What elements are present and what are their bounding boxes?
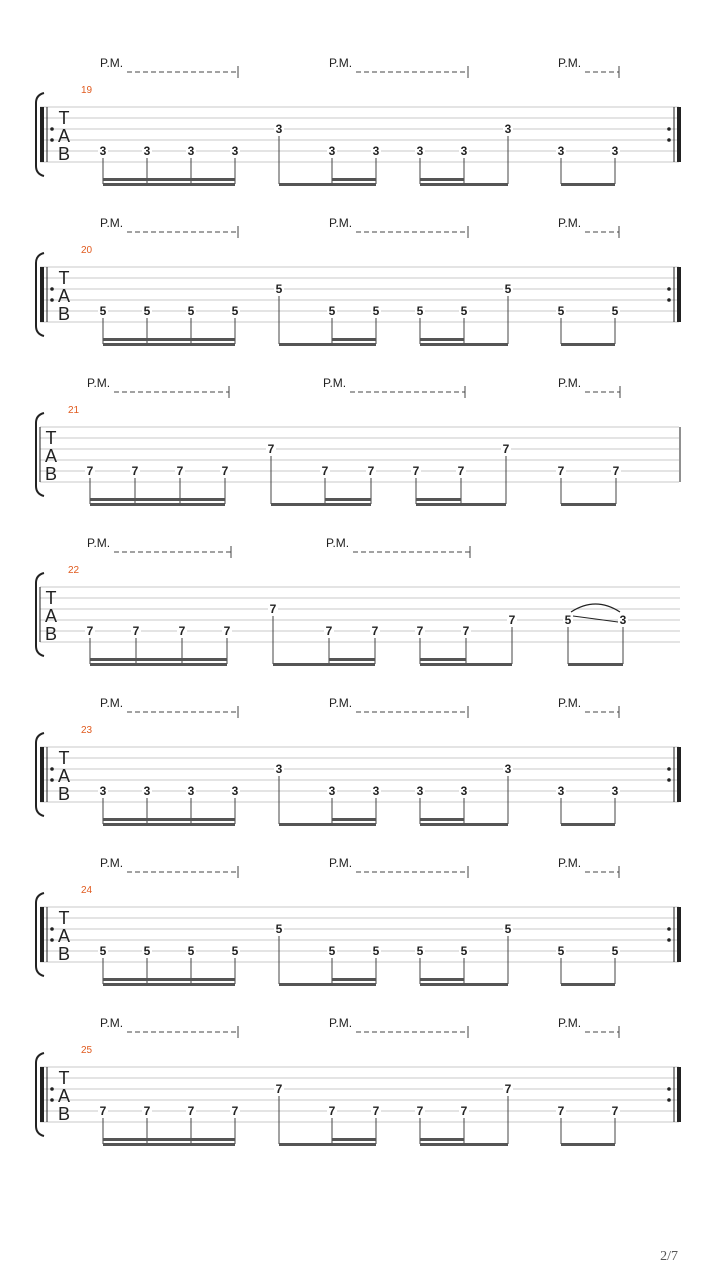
fret-number: 5 bbox=[504, 282, 512, 296]
beam-secondary bbox=[420, 1138, 464, 1141]
palm-mute-label: P.M. bbox=[558, 56, 582, 70]
fret-number: 7 bbox=[86, 464, 94, 478]
fret-number: 7 bbox=[416, 1104, 424, 1118]
measure-number: 25 bbox=[81, 1045, 93, 1056]
fret-number: 5 bbox=[187, 304, 195, 318]
tab-clef-letter: T bbox=[58, 748, 70, 768]
fret-number: 7 bbox=[321, 464, 329, 478]
tab-system bbox=[36, 1016, 681, 1146]
fret-number: 5 bbox=[187, 944, 195, 958]
fret-number: 3 bbox=[275, 762, 283, 776]
beam bbox=[103, 343, 235, 346]
beam bbox=[90, 503, 225, 506]
fret-number: 5 bbox=[328, 304, 336, 318]
fret-number: 5 bbox=[99, 944, 107, 958]
beam bbox=[561, 823, 615, 826]
measure-number: 21 bbox=[68, 405, 80, 416]
fret-number: 3 bbox=[143, 144, 151, 158]
beam-secondary bbox=[90, 658, 227, 661]
fret-number: 7 bbox=[611, 1104, 619, 1118]
fret-number: 7 bbox=[557, 464, 565, 478]
beam-secondary bbox=[329, 658, 375, 661]
fret-number: 5 bbox=[416, 944, 424, 958]
repeat-end-thick-bar bbox=[677, 1067, 681, 1122]
fret-number: 5 bbox=[372, 304, 380, 318]
palm-mute-label: P.M. bbox=[558, 696, 582, 710]
palm-mute-label: P.M. bbox=[100, 1016, 124, 1030]
fret-number: 5 bbox=[504, 922, 512, 936]
tab-clef-letter: T bbox=[58, 108, 70, 128]
fret-number: 7 bbox=[416, 624, 424, 638]
beam-secondary bbox=[103, 338, 235, 341]
repeat-dot bbox=[50, 1087, 54, 1091]
fret-number: 3 bbox=[416, 144, 424, 158]
tab-system bbox=[36, 856, 681, 986]
palm-mute-label: P.M. bbox=[87, 376, 111, 390]
fret-number: 5 bbox=[460, 304, 468, 318]
beam bbox=[420, 1143, 508, 1146]
fret-number: 7 bbox=[269, 602, 277, 616]
repeat-dot bbox=[50, 298, 54, 302]
fret-number: 5 bbox=[460, 944, 468, 958]
tab-clef-letter: B bbox=[57, 144, 71, 164]
beam bbox=[420, 343, 508, 346]
repeat-dot bbox=[667, 287, 671, 291]
palm-mute-label: P.M. bbox=[329, 856, 353, 870]
fret-number: 5 bbox=[275, 282, 283, 296]
fret-number: 5 bbox=[557, 944, 565, 958]
repeat-dot bbox=[667, 1087, 671, 1091]
tab-clef-letter: A bbox=[57, 286, 71, 306]
fret-number: 3 bbox=[328, 144, 336, 158]
tab-system bbox=[36, 56, 681, 186]
fret-number: 3 bbox=[557, 784, 565, 798]
repeat-end-thick-bar bbox=[677, 907, 681, 962]
beam-secondary bbox=[420, 338, 464, 341]
tab-system bbox=[36, 216, 681, 346]
fret-number: 5 bbox=[275, 922, 283, 936]
fret-number: 3 bbox=[231, 144, 239, 158]
palm-mute-label: P.M. bbox=[329, 216, 353, 230]
tab-clef-letter: A bbox=[57, 926, 71, 946]
repeat-start-thick-bar bbox=[40, 747, 44, 802]
fret-number: 3 bbox=[275, 122, 283, 136]
tab-clef-letter: T bbox=[58, 1068, 70, 1088]
repeat-dot bbox=[667, 767, 671, 771]
tab-clef-letter: A bbox=[57, 1086, 71, 1106]
tab-clef-letter: T bbox=[58, 908, 70, 928]
beam bbox=[420, 183, 508, 186]
repeat-dot bbox=[50, 127, 54, 131]
beam bbox=[561, 343, 615, 346]
tab-clef-letter: B bbox=[57, 304, 71, 324]
beam bbox=[271, 503, 371, 506]
tab-clef-letter: B bbox=[44, 624, 58, 644]
repeat-start-thick-bar bbox=[40, 107, 44, 162]
beam bbox=[561, 183, 615, 186]
repeat-start-thick-bar bbox=[40, 267, 44, 322]
fret-number: 7 bbox=[221, 464, 229, 478]
tab-clef-letter: A bbox=[57, 126, 71, 146]
fret-number: 3 bbox=[187, 144, 195, 158]
slide-line bbox=[573, 616, 618, 622]
repeat-dot bbox=[50, 287, 54, 291]
beam-secondary bbox=[332, 978, 376, 981]
beam-secondary bbox=[103, 1138, 235, 1141]
repeat-start-thick-bar bbox=[40, 1067, 44, 1122]
fret-number: 3 bbox=[460, 784, 468, 798]
tab-system bbox=[36, 536, 680, 666]
beam-secondary bbox=[103, 818, 235, 821]
repeat-dot bbox=[50, 938, 54, 942]
repeat-dot bbox=[50, 778, 54, 782]
repeat-dot bbox=[667, 298, 671, 302]
beam bbox=[90, 663, 227, 666]
fret-number: 7 bbox=[412, 464, 420, 478]
page-number: 2/7 bbox=[660, 1249, 678, 1264]
fret-number: 7 bbox=[557, 1104, 565, 1118]
fret-number: 7 bbox=[131, 464, 139, 478]
fret-number: 7 bbox=[267, 442, 275, 456]
repeat-dot bbox=[50, 138, 54, 142]
fret-number: 7 bbox=[99, 1104, 107, 1118]
fret-number: 5 bbox=[611, 944, 619, 958]
fret-number: 7 bbox=[612, 464, 620, 478]
beam-secondary bbox=[420, 658, 466, 661]
fret-number: 3 bbox=[231, 784, 239, 798]
fret-number: 3 bbox=[611, 144, 619, 158]
repeat-dot bbox=[50, 767, 54, 771]
tab-clef-letter: B bbox=[57, 784, 71, 804]
fret-number: 3 bbox=[99, 144, 107, 158]
tab-clef-letter: B bbox=[44, 464, 58, 484]
fret-number: 7 bbox=[275, 1082, 283, 1096]
fret-number: 7 bbox=[143, 1104, 151, 1118]
measure-number: 24 bbox=[81, 885, 93, 896]
beam-secondary bbox=[332, 338, 376, 341]
beam-secondary bbox=[332, 1138, 376, 1141]
tab-clef-letter: T bbox=[45, 428, 57, 448]
fret-number: 7 bbox=[504, 1082, 512, 1096]
beam bbox=[420, 663, 512, 666]
palm-mute-label: P.M. bbox=[100, 56, 124, 70]
beam bbox=[568, 663, 623, 666]
fret-number: 5 bbox=[328, 944, 336, 958]
fret-number: 5 bbox=[99, 304, 107, 318]
tab-clef-letter: B bbox=[57, 944, 71, 964]
beam bbox=[279, 983, 376, 986]
tab-clef-letter: A bbox=[44, 446, 58, 466]
fret-number: 7 bbox=[325, 624, 333, 638]
fret-number: 5 bbox=[611, 304, 619, 318]
tab-clef-letter: T bbox=[45, 588, 57, 608]
beam-secondary bbox=[90, 498, 225, 501]
fret-number: 3 bbox=[99, 784, 107, 798]
tab-clef-letter: A bbox=[44, 606, 58, 626]
fret-number: 3 bbox=[504, 122, 512, 136]
beam-secondary bbox=[416, 498, 461, 501]
beam-secondary bbox=[103, 978, 235, 981]
fret-number: 3 bbox=[372, 144, 380, 158]
measure-number: 23 bbox=[81, 725, 93, 736]
palm-mute-label: P.M. bbox=[558, 216, 582, 230]
repeat-dot bbox=[667, 938, 671, 942]
fret-number: 3 bbox=[372, 784, 380, 798]
fret-number: 7 bbox=[502, 442, 510, 456]
fret-number: 7 bbox=[86, 624, 94, 638]
fret-number: 5 bbox=[231, 944, 239, 958]
fret-number: 7 bbox=[178, 624, 186, 638]
palm-mute-label: P.M. bbox=[100, 696, 124, 710]
fret-number: 7 bbox=[367, 464, 375, 478]
beam bbox=[561, 1143, 615, 1146]
repeat-dot bbox=[50, 1098, 54, 1102]
fret-number: 7 bbox=[508, 613, 516, 627]
repeat-end-thick-bar bbox=[677, 747, 681, 802]
beam bbox=[103, 1143, 235, 1146]
fret-number: 5 bbox=[372, 944, 380, 958]
fret-number: 3 bbox=[328, 784, 336, 798]
fret-number: 7 bbox=[176, 464, 184, 478]
fret-number: 7 bbox=[462, 624, 470, 638]
fret-number: 5 bbox=[416, 304, 424, 318]
fret-number: 3 bbox=[416, 784, 424, 798]
fret-number: 5 bbox=[231, 304, 239, 318]
fret-number: 7 bbox=[231, 1104, 239, 1118]
beam-secondary bbox=[420, 178, 464, 181]
palm-mute-label: P.M. bbox=[329, 696, 353, 710]
fret-number: 7 bbox=[223, 624, 231, 638]
fret-number: 3 bbox=[504, 762, 512, 776]
beam bbox=[103, 183, 235, 186]
palm-mute-label: P.M. bbox=[329, 56, 353, 70]
fret-number: 7 bbox=[132, 624, 140, 638]
beam bbox=[420, 823, 508, 826]
beam bbox=[103, 823, 235, 826]
repeat-dot bbox=[50, 927, 54, 931]
repeat-start-thick-bar bbox=[40, 907, 44, 962]
fret-number: 7 bbox=[371, 624, 379, 638]
repeat-end-thick-bar bbox=[677, 267, 681, 322]
beam bbox=[273, 663, 375, 666]
palm-mute-label: P.M. bbox=[100, 216, 124, 230]
beam-secondary bbox=[332, 818, 376, 821]
tab-clef-letter: A bbox=[57, 766, 71, 786]
fret-number: 3 bbox=[611, 784, 619, 798]
beam-secondary bbox=[332, 178, 376, 181]
palm-mute-label: P.M. bbox=[323, 376, 347, 390]
repeat-end-thick-bar bbox=[677, 107, 681, 162]
measure-number: 19 bbox=[81, 85, 93, 96]
fret-number: 5 bbox=[564, 613, 572, 627]
beam-secondary bbox=[420, 818, 464, 821]
beam-secondary bbox=[103, 178, 235, 181]
tab-system bbox=[36, 696, 681, 826]
beam-secondary bbox=[325, 498, 371, 501]
palm-mute-label: P.M. bbox=[100, 856, 124, 870]
fret-number: 3 bbox=[143, 784, 151, 798]
measure-number: 22 bbox=[68, 565, 80, 576]
beam bbox=[279, 343, 376, 346]
palm-mute-label: P.M. bbox=[326, 536, 350, 550]
fret-number: 5 bbox=[143, 304, 151, 318]
palm-mute-label: P.M. bbox=[558, 856, 582, 870]
fret-number: 3 bbox=[460, 144, 468, 158]
beam-secondary bbox=[420, 978, 464, 981]
palm-mute-label: P.M. bbox=[87, 536, 111, 550]
beam bbox=[279, 183, 376, 186]
repeat-dot bbox=[667, 127, 671, 131]
beam bbox=[561, 983, 615, 986]
fret-number: 7 bbox=[187, 1104, 195, 1118]
fret-number: 5 bbox=[557, 304, 565, 318]
repeat-dot bbox=[667, 778, 671, 782]
beam bbox=[416, 503, 506, 506]
fret-number: 7 bbox=[457, 464, 465, 478]
repeat-dot bbox=[667, 138, 671, 142]
beam bbox=[103, 983, 235, 986]
beam bbox=[561, 503, 616, 506]
beam bbox=[279, 823, 376, 826]
tab-system bbox=[36, 376, 680, 506]
fret-number: 7 bbox=[460, 1104, 468, 1118]
beam bbox=[279, 1143, 376, 1146]
repeat-dot bbox=[667, 927, 671, 931]
tab-clef-letter: B bbox=[57, 1104, 71, 1124]
fret-number: 7 bbox=[372, 1104, 380, 1118]
fret-number: 3 bbox=[187, 784, 195, 798]
palm-mute-label: P.M. bbox=[329, 1016, 353, 1030]
tab-clef-letter: T bbox=[58, 268, 70, 288]
fret-number: 5 bbox=[143, 944, 151, 958]
repeat-dot bbox=[667, 1098, 671, 1102]
beam bbox=[420, 983, 508, 986]
fret-number: 3 bbox=[557, 144, 565, 158]
palm-mute-label: P.M. bbox=[558, 376, 582, 390]
palm-mute-label: P.M. bbox=[558, 1016, 582, 1030]
fret-number: 3 bbox=[619, 613, 627, 627]
tie-arc bbox=[571, 604, 620, 612]
fret-number: 7 bbox=[328, 1104, 336, 1118]
measure-number: 20 bbox=[81, 245, 93, 256]
